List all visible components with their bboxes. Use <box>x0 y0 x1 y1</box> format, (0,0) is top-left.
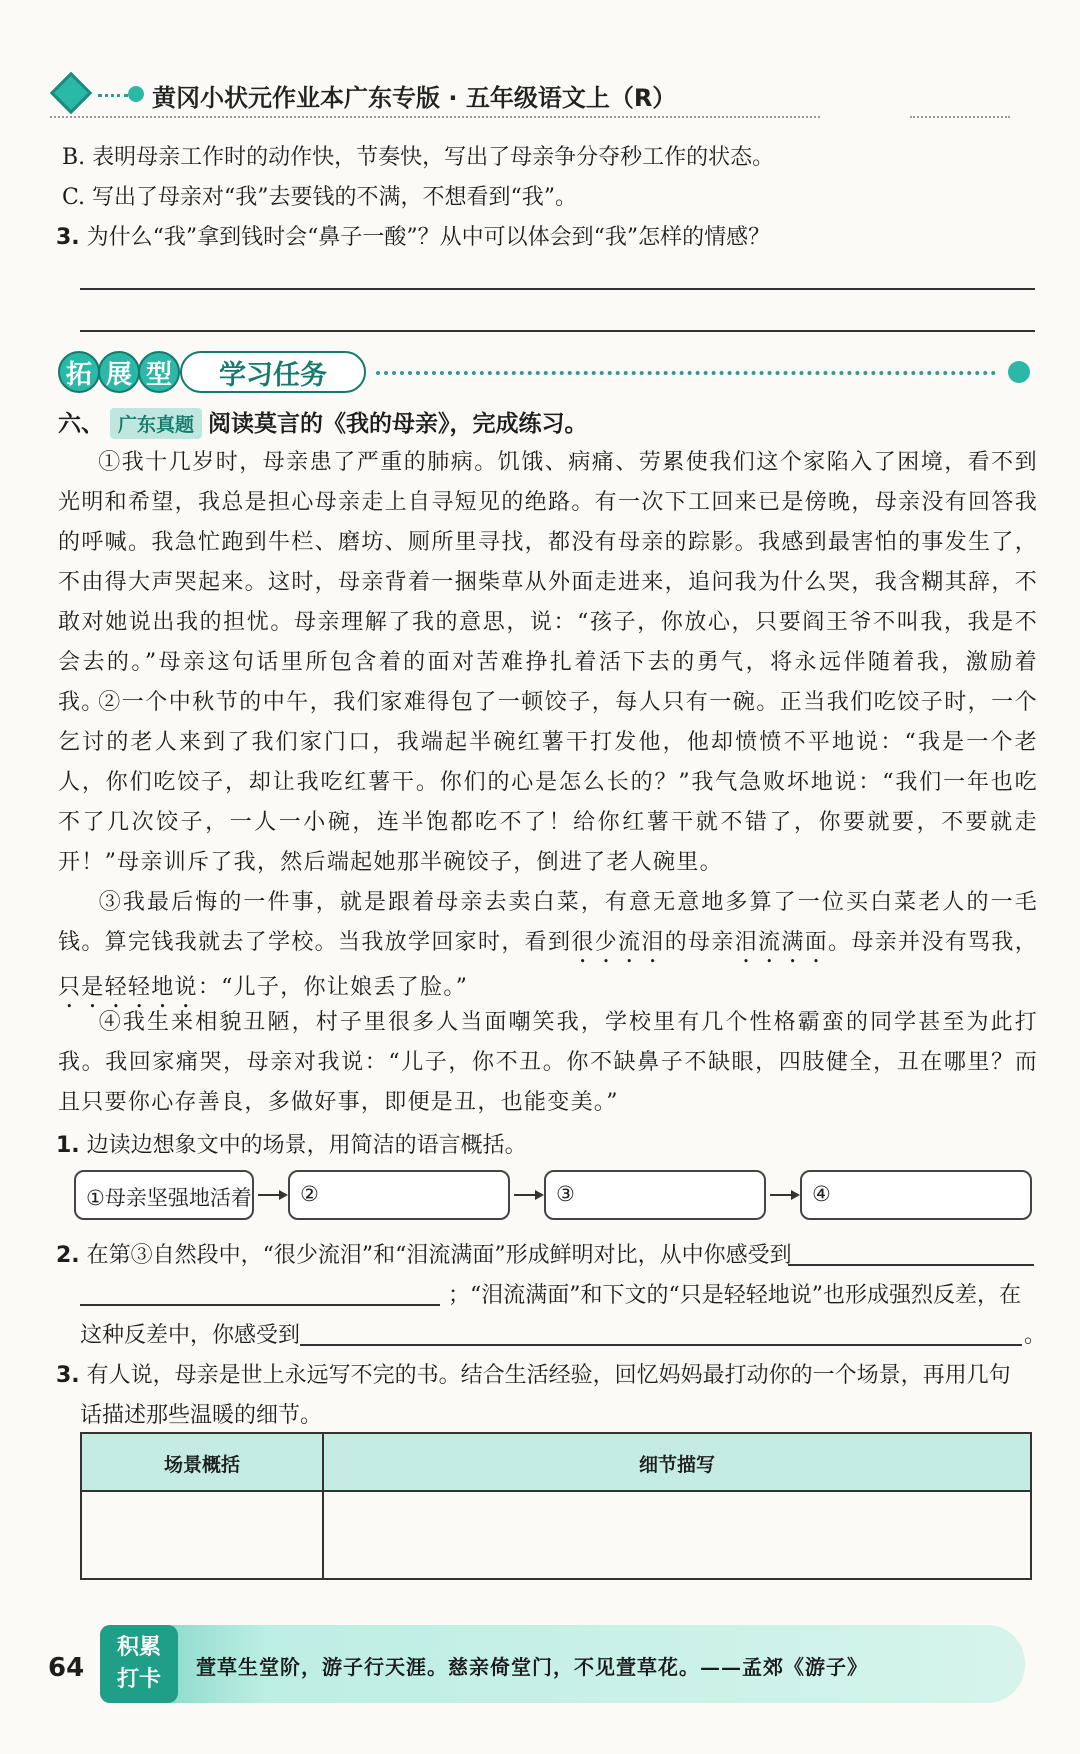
flow-box-1: ①母亲坚强地活着 <box>74 1170 254 1220</box>
flow-arrow-icon <box>258 1194 286 1196</box>
fill-blank-1[interactable] <box>788 1264 1034 1266</box>
paragraph-1 <box>58 443 1038 723</box>
paragraph-3-text-c: 。母亲并没有骂我， <box>828 930 1039 955</box>
scene-flowchart <box>74 1170 1034 1222</box>
paragraph-1-text: ①我十几岁时，母亲患了严重的肺病。饥饿、病痛、劳累使我们这个家陷入了困境，看不到光明和希望，我总是担心母亲走上自寻短见的绝路。有一次下工回来已是傍晚，母亲没有回答我的呼喊。我急忙跑到牛栏、磨坊、厕所里寻找，都没有母亲的踪影。我感到最害怕的事发生了，不由得大声哭起来。这时，母亲背着一捆柴草从外面走进来，追问我为什么哭，我含糊其辞，不敢对她说出我的担忧。母亲理解了我的意思，说：“孩子，你放心，只要阎王爷不叫我，我是不会去的。”母亲这句话里所包含着的面对苦难挣扎着活下去的勇气，将永远伴随着我，激励着我。 <box>58 450 1038 715</box>
banner-pill: 学习任务 <box>180 351 366 393</box>
question-text: 边读边想象文中的场景，用简洁的语言概括。 <box>86 1133 527 1158</box>
paragraph-3-text-a: ③我最后悔的一件事，就是跟着母亲去卖白菜，有意无意地多算了一位买白菜老人的一毛钱。算完钱我就去了学校。当我放学回家时，看到 <box>58 890 1038 955</box>
paragraph-4-text: ④我生来相貌丑陋，村子里很多人当面嘲笑我，学校里有几个性格霸蛮的同学甚至为此打我。我回家痛哭，母亲对我说：“儿子，你不丑。你不缺鼻子不缺眼，四肢健全，丑在哪里？而且只要你心存善良，多做好事，即便是丑，也能变美。” <box>58 1010 1038 1115</box>
diamond-logo-icon <box>50 72 92 114</box>
flow-box-3[interactable]: ③ <box>544 1170 766 1220</box>
question-number: 3. <box>56 1363 80 1388</box>
emphasis-tears-streaming: 泪流满面 <box>734 930 829 955</box>
header-dots-decoration <box>98 94 128 97</box>
question-number: 2. <box>56 1243 80 1268</box>
question-text: 在第③自然段中，“很少流泪”和“泪流满面”形成鲜明对比，从中你感受到 <box>86 1243 792 1268</box>
paragraph-3-text-b: 的母亲 <box>664 930 735 955</box>
book-title: 黄冈小状元作业本广东专版 · 五年级语文上（R） <box>152 84 677 112</box>
question-2-line-3 <box>80 1318 300 1349</box>
banner-badge-1: 拓 <box>58 351 100 393</box>
answer-line-1[interactable] <box>80 288 1035 290</box>
option-c: C. 写出了母亲对“我”去要钱的不满，不想看到“我”。 <box>62 185 578 210</box>
answer-line-2[interactable] <box>80 330 1035 332</box>
paragraph-3 <box>58 883 1038 1013</box>
question-number: 3. <box>56 225 80 250</box>
paragraph-3-text-d: ：“儿子，你让娘丢了脸。” <box>197 975 469 1000</box>
question-2-line-1 <box>56 1238 792 1269</box>
emphasis-rarely-cry: 很少流泪 <box>571 930 665 955</box>
section-banner <box>58 351 1038 401</box>
table-header-scene: 场景概括 <box>163 1454 240 1476</box>
question-number: 1. <box>56 1133 80 1158</box>
banner-badge-2: 展 <box>98 351 140 393</box>
fill-blank-2[interactable] <box>80 1304 440 1306</box>
banner-badge-3: 型 <box>138 351 180 393</box>
question-text: 为什么“我”拿到钱时会“鼻子一酸”？从中可以体会到“我”怎样的情感？ <box>86 225 771 250</box>
flow-box-2[interactable]: ② <box>288 1170 510 1220</box>
flow-arrow-icon <box>514 1194 542 1196</box>
question-3-line-1 <box>56 1358 1011 1389</box>
flow-box-4[interactable]: ④ <box>800 1170 1032 1220</box>
section-title <box>58 405 588 439</box>
header-divider-right <box>910 116 1010 118</box>
question-2-end: 。 <box>1024 1323 1047 1348</box>
question-1 <box>56 1128 527 1159</box>
question-3-line-2: 话描述那些温暖的细节。 <box>80 1403 323 1428</box>
footer-tag-line-2: 打卡 <box>116 1667 161 1692</box>
fill-blank-3[interactable] <box>300 1344 1022 1346</box>
footer-tag <box>100 1625 178 1703</box>
option-b: B. 表明母亲工作时的动作快，节奏快，写出了母亲争分夺秒工作的状态。 <box>62 145 775 170</box>
section-instruction: 阅读莫言的《我的母亲》，完成练习。 <box>208 411 588 437</box>
banner-dotted-line <box>376 371 996 375</box>
question-text: 有人说，母亲是世上永远写不完的书。结合生活经验，回忆妈妈最打动你的一个场景，再用几句 <box>86 1363 1011 1388</box>
guangdong-tag: 广东真题 <box>110 408 202 439</box>
table-header-detail: 细节描写 <box>638 1454 715 1476</box>
paragraph-2-text: ②一个中秋节的中午，我们家难得包了一顿饺子，每人只有一碗。正当我们吃饺子时，一个乞讨的老人来到了我们家门口，我端起半碗红薯干打发他，他却愤愤不平地说：“我是一个老人，你们吃饺子，却让我吃红薯干。你们的心是怎么长的？”我气急败坏地说：“我们一年也吃不了几次饺子，一人一小碗，连半饱都吃不了！给你红薯干就不错了，你要就要，不要就走开！”母亲训斥了我，然后端起她那半碗饺子，倒进了老人碗里。 <box>58 690 1038 875</box>
section-number: 六、 <box>58 411 104 437</box>
paragraph-2 <box>58 683 1038 883</box>
footer-tag-line-1: 积累 <box>116 1635 161 1660</box>
header-divider <box>50 116 820 118</box>
page-number: 64 <box>48 1653 85 1683</box>
footer-quote: 萱草生堂阶，游子行天涯。慈亲倚堂门，不见萱草花。——孟郊《游子》 <box>196 1655 868 1679</box>
page-header <box>50 70 1010 120</box>
question-text: 这种反差中，你感受到 <box>80 1323 301 1348</box>
question-2-line-2: ；“泪流满面”和下文的“只是轻轻地说”也形成强烈反差，在 <box>448 1283 1021 1308</box>
answer-table <box>80 1432 1032 1580</box>
emphasis-softly-said: 只是轻轻地说 <box>58 975 198 1000</box>
header-circle-icon <box>128 86 144 102</box>
flow-arrow-icon <box>770 1194 798 1196</box>
banner-end-dot-icon <box>1008 361 1030 383</box>
paragraph-4 <box>58 1003 1038 1123</box>
prev-question-3 <box>56 220 770 251</box>
